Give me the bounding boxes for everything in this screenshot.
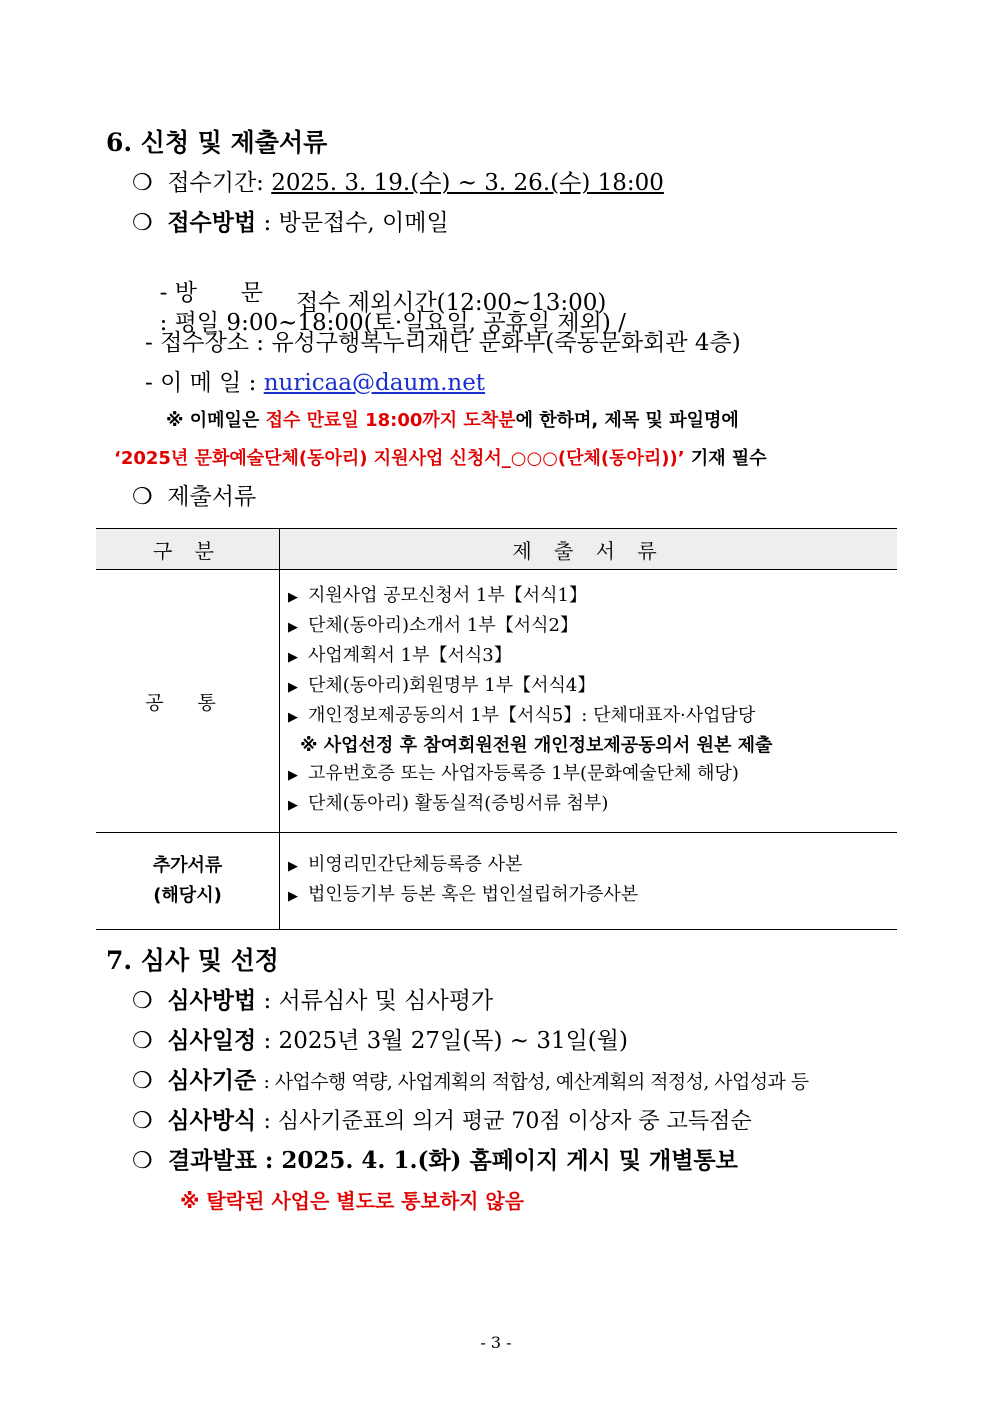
table-row-extra — [96, 833, 897, 930]
category-extra-sublabel: (해당시) — [153, 885, 222, 906]
circle-bullet-icon: ❍ — [132, 1148, 153, 1174]
email-notice-line1 — [166, 406, 739, 436]
triangle-bullet-icon: ▶ — [288, 650, 298, 665]
review-criteria-value: : 사업수행 역량, 사업계획의 적합성, 예산계획의 적정성, 사업성과 등 — [263, 1071, 809, 1093]
list-item — [288, 790, 897, 820]
review-type-value: : 심사기준표의 의거 평균 70점 이상자 중 고득점순 — [263, 1109, 752, 1134]
list-item-text: 고유번호증 또는 사업자등록증 1부(문화예술단체 해당) — [308, 763, 739, 784]
email-link[interactable]: nuricaa@daum.net — [263, 370, 486, 396]
place-label: - 접수장소 — [145, 330, 249, 356]
visit-value: : 평일 9:00~18:00(토·일요일, 공휴일 제외) / — [159, 310, 626, 336]
common-documents — [280, 570, 898, 833]
result-label: 결과발표 — [168, 1147, 257, 1174]
visit-label: - 방 문 — [159, 280, 264, 306]
circle-bullet-icon: ❍ — [132, 484, 153, 510]
notice1-part-c: 에 한하며, 제목 및 파일명에 — [515, 410, 739, 431]
section6-title: 6. 신청 및 제출서류 — [106, 128, 328, 157]
notice2-part-a: ‘2025년 문화예술단체(동아리) 지원사업 신청서_○○○(단체(동아리))’ — [114, 448, 685, 469]
triangle-bullet-icon: ▶ — [288, 768, 298, 783]
review-method-value: : 서류심사 및 심사평가 — [263, 988, 494, 1014]
triangle-bullet-icon: ▶ — [288, 680, 298, 695]
circle-bullet-icon: ❍ — [132, 210, 153, 236]
circle-bullet-icon: ❍ — [132, 1108, 153, 1134]
list-item — [288, 612, 897, 642]
email-label: - 이 메 일 — [145, 370, 242, 396]
list-item-text: 법인등기부 등본 혹은 법인설립허가증사본 — [308, 884, 639, 905]
email-notice-line2 — [114, 444, 767, 474]
extra-documents — [280, 833, 898, 930]
review-type-row — [132, 1106, 752, 1137]
docs-row — [132, 482, 256, 512]
list-item — [288, 760, 897, 790]
period-value: 2025. 3. 19.(수) ~ 3. 26.(수) 18:00 — [271, 170, 664, 196]
visit-value-continued: 접수 제외시간(12:00~13:00) — [296, 290, 607, 316]
triangle-bullet-icon: ▶ — [288, 710, 298, 725]
category-extra — [96, 833, 280, 930]
table-header-row — [96, 529, 897, 570]
rejection-notice: ※ 탈락된 사업은 별도로 통보하지 않음 — [180, 1189, 525, 1213]
notice1-part-b: 접수 만료일 18:00까지 도착분 — [265, 410, 516, 431]
notice2-part-b: 기재 필수 — [684, 448, 767, 469]
docs-label: 제출서류 — [167, 484, 257, 510]
email-row — [145, 368, 485, 398]
period-label: 접수기간: — [167, 170, 264, 196]
list-item — [288, 642, 897, 672]
result-row — [132, 1146, 738, 1176]
period-row — [132, 168, 664, 198]
place-row — [145, 328, 741, 358]
section7-title: 7. 심사 및 선정 — [106, 946, 279, 975]
triangle-bullet-icon: ▶ — [288, 798, 298, 813]
method-label: 접수방법 — [167, 209, 257, 236]
review-schedule-row — [132, 1026, 628, 1056]
header-category: 구 분 — [96, 529, 280, 570]
result-value: : 2025. 4. 1.(화) 홈페이지 게시 및 개별통보 — [264, 1147, 738, 1174]
review-method-row — [132, 986, 493, 1016]
review-criteria-row — [132, 1066, 809, 1097]
place-value: : 유성구행복누리재단 문화부(죽동문화회관 4층) — [256, 330, 741, 356]
list-item-text: 단체(동아리)회원명부 1부【서식4】 — [308, 675, 596, 696]
list-item-text: 지원사업 공모신청서 1부【서식1】 — [308, 585, 588, 606]
triangle-bullet-icon: ▶ — [288, 620, 298, 635]
triangle-bullet-icon: ▶ — [288, 590, 298, 605]
list-item — [288, 582, 897, 612]
category-extra-label: 추가서류 — [152, 855, 223, 876]
list-item-text: 단체(동아리)소개서 1부【서식2】 — [308, 615, 578, 636]
page-number: - 3 - — [480, 1333, 512, 1352]
category-common-label: 공 통 — [145, 691, 230, 714]
method-row — [132, 208, 449, 238]
header-documents: 제 출 서 류 — [280, 529, 898, 570]
review-schedule-label: 심사일정 — [167, 1027, 257, 1054]
list-item-text: 비영리민간단체등록증 사본 — [308, 854, 523, 875]
email-colon: : — [248, 370, 257, 396]
list-item — [288, 851, 897, 881]
review-criteria-label: 심사기준 — [167, 1067, 257, 1094]
list-item-text: 단체(동아리) 활동실적(증빙서류 첨부) — [308, 793, 609, 814]
list-item — [288, 672, 897, 702]
list-item — [288, 881, 897, 911]
list-item — [288, 702, 897, 732]
notice1-part-a: ※ 이메일은 — [166, 410, 266, 431]
review-type-label: 심사방식 — [167, 1107, 257, 1134]
documents-table — [96, 528, 897, 930]
triangle-bullet-icon: ▶ — [288, 889, 298, 904]
circle-bullet-icon: ❍ — [132, 1068, 153, 1094]
circle-bullet-icon: ❍ — [132, 988, 153, 1014]
list-item-text: 개인정보제공동의서 1부【서식5】: 단체대표자·사업담당 — [308, 705, 756, 726]
triangle-bullet-icon: ▶ — [288, 859, 298, 874]
table-row-common — [96, 570, 897, 833]
circle-bullet-icon: ❍ — [132, 1028, 153, 1054]
common-note: ※ 사업선정 후 참여회원전원 개인정보제공동의서 원본 제출 — [300, 735, 773, 756]
list-item-text: 사업계획서 1부【서식3】 — [308, 645, 512, 666]
circle-bullet-icon: ❍ — [132, 170, 153, 196]
category-common — [96, 570, 280, 833]
review-schedule-value: : 2025년 3월 27일(목) ~ 31일(월) — [263, 1028, 628, 1054]
method-value: : 방문접수, 이메일 — [263, 210, 449, 236]
review-method-label: 심사방법 — [167, 987, 257, 1014]
